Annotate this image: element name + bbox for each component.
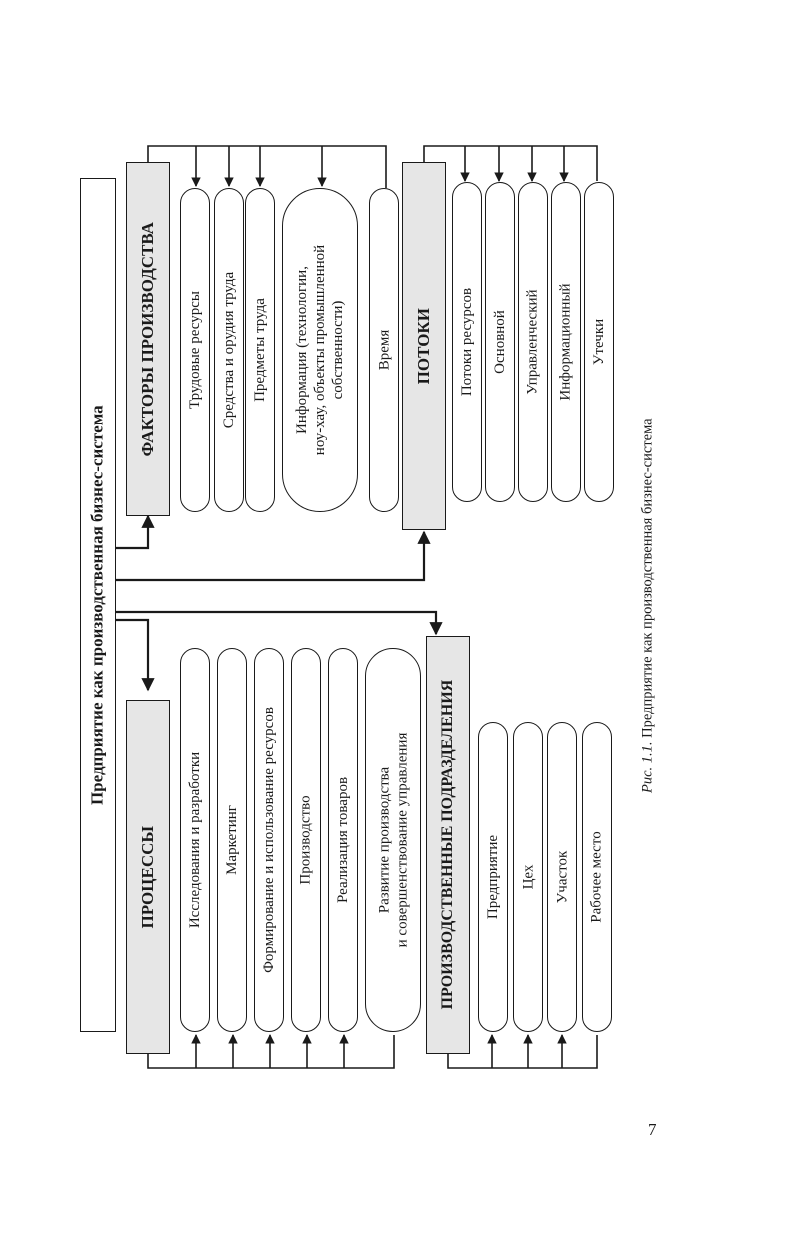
flows-header [402, 162, 446, 530]
main-title: Предприятие как производственная бизнес-система [87, 405, 107, 805]
processes-bus [148, 1035, 394, 1068]
process-item: Исследования и разработки [180, 648, 210, 1032]
arrow-to-factors [116, 516, 148, 548]
factor-item: Средства и орудия труда [214, 188, 244, 512]
units-header-label: ПРОИЗВОДСТВЕННЫЕ ПОДРАЗДЕЛЕНИЯ [439, 680, 457, 1010]
flow-item: Утечки [584, 182, 614, 502]
unit-item: Цех [513, 722, 543, 1032]
factors-bus [148, 146, 386, 188]
unit-item: Предприятие [478, 722, 508, 1032]
figure-caption [636, 376, 660, 836]
processes-header-label: ПРОЦЕССЫ [137, 825, 157, 929]
factor-item: Время [369, 188, 399, 512]
arrow-to-units [116, 612, 436, 634]
factor-item: Предметы труда [245, 188, 275, 512]
flow-item: Основной [485, 182, 515, 502]
caption-prefix: Рис. 1.1. [639, 741, 656, 794]
unit-item: Рабочее место [582, 722, 612, 1032]
process-item: Маркетинг [217, 648, 247, 1032]
units-bus [448, 1035, 597, 1068]
caption-text: Предприятие как производственная бизнес-система [639, 418, 656, 739]
flow-item: Информационный [551, 182, 581, 502]
units-header [426, 636, 470, 1054]
factor-item: Информация (технологии, ноу-хау, объекты промышленной собственности) [282, 188, 358, 512]
arrow-to-processes [116, 620, 148, 690]
processes-header [126, 700, 170, 1054]
page-number: 7 [648, 1120, 657, 1139]
flows-bus [424, 146, 597, 181]
factors-header-label: ФАКТОРЫ ПРОИЗВОДСТВА [137, 221, 157, 457]
unit-item: Участок [547, 722, 577, 1032]
flows-header-label: ПОТОКИ [413, 307, 433, 385]
arrow-to-flows [116, 532, 424, 580]
factor-item: Трудовые ресурсы [180, 188, 210, 512]
process-item: Развитие производства и совершенствование управления [365, 648, 421, 1032]
flow-item: Управленческий [518, 182, 548, 502]
flow-item: Потоки ресурсов [452, 182, 482, 502]
factors-header [126, 162, 170, 516]
process-item: Формирование и использование ресурсов [254, 648, 284, 1032]
main-title-box [80, 178, 116, 1032]
process-item: Производство [291, 648, 321, 1032]
process-item: Реализация товаров [328, 648, 358, 1032]
